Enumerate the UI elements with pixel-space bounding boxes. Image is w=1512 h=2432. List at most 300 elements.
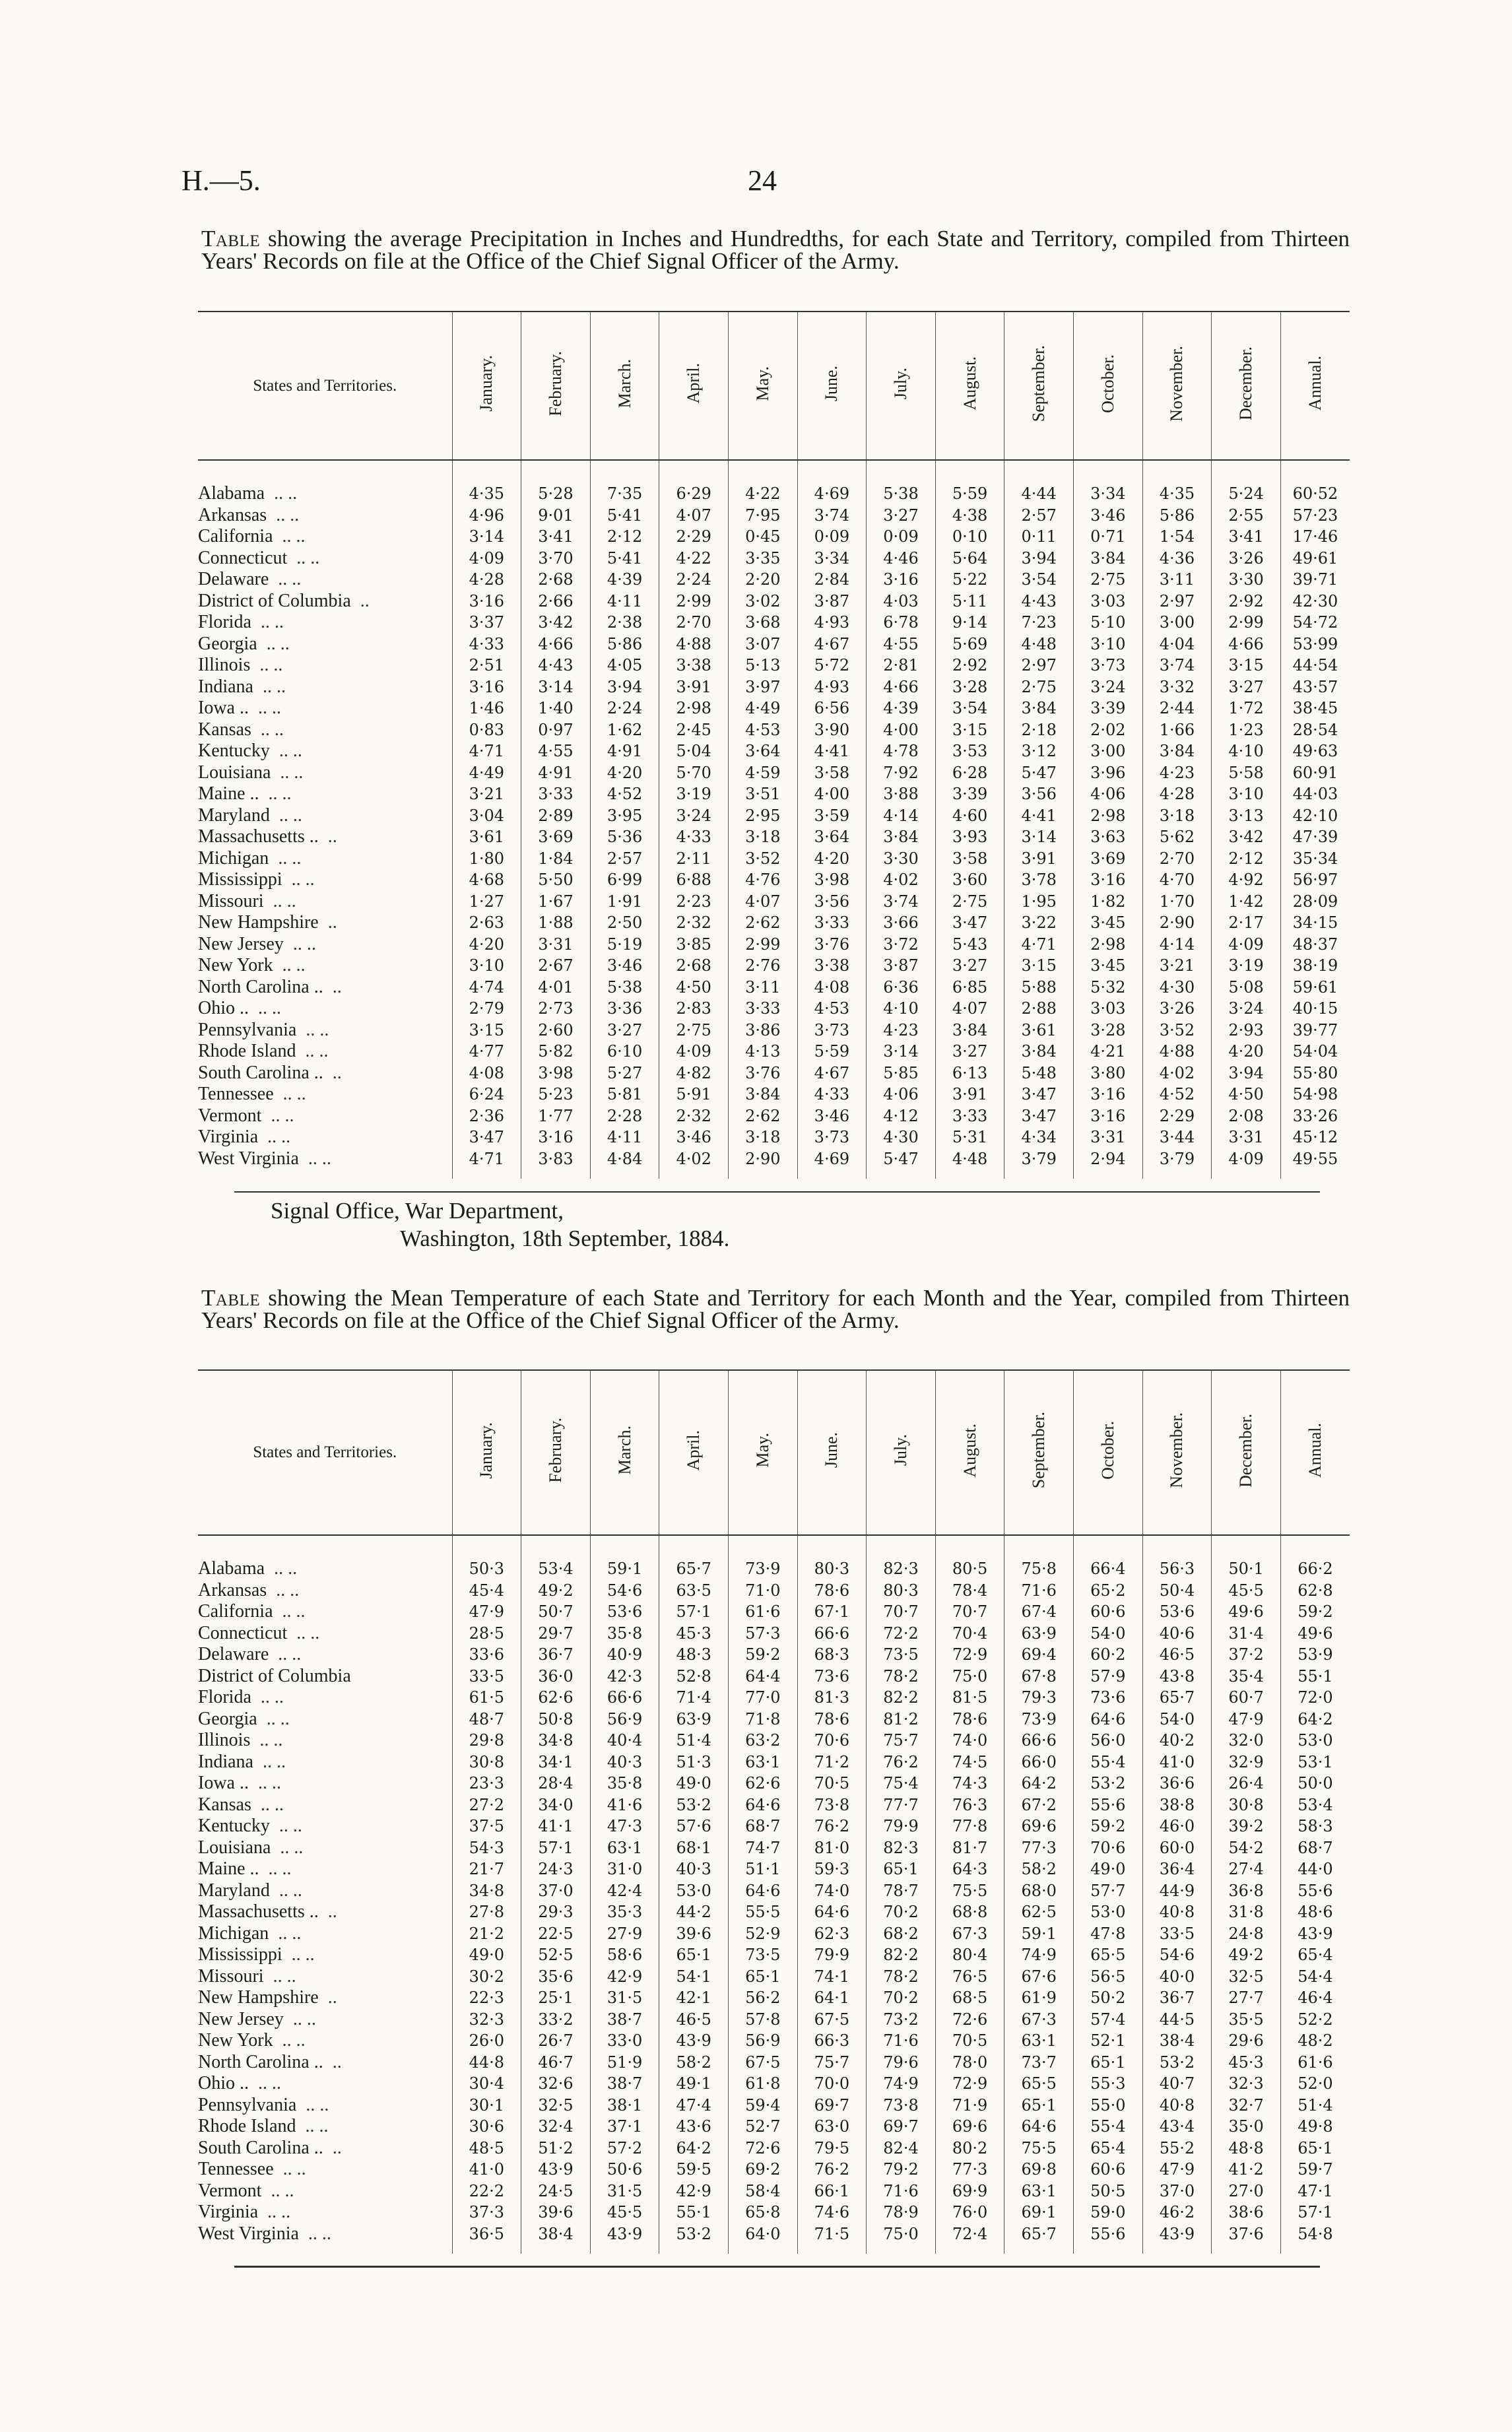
value-cell: 3·72 (867, 934, 936, 956)
value-cell: 4·02 (659, 1148, 729, 1179)
value-cell: 3·90 (797, 719, 867, 741)
value-cell: 7·92 (867, 762, 936, 784)
value-cell: 22·3 (452, 1987, 521, 2009)
value-cell: 2·70 (659, 612, 729, 634)
value-cell: 57·7 (1074, 1880, 1143, 1902)
value-cell: 50·6 (590, 2159, 659, 2181)
value-cell: 3·58 (797, 762, 867, 784)
value-cell: 71·6 (867, 2030, 936, 2052)
value-cell: 73·8 (867, 2095, 936, 2117)
table-row (198, 848, 1350, 870)
value-cell: 2·57 (590, 848, 659, 870)
value-cell: 1·42 (1212, 891, 1281, 913)
value-cell: 35·34 (1280, 848, 1350, 870)
value-cell: 6·36 (867, 977, 936, 999)
value-cell: 3·27 (1212, 676, 1281, 698)
value-cell: 2·90 (1142, 912, 1212, 934)
value-cell: 2·51 (452, 655, 521, 676)
value-cell: 6·78 (867, 612, 936, 634)
value-cell: 4·10 (867, 998, 936, 1020)
value-cell: 64·6 (797, 1901, 867, 1923)
table-row (198, 1041, 1350, 1063)
value-cell: 40·8 (1142, 2095, 1212, 2117)
value-cell: 57·6 (659, 1816, 729, 1837)
table-row (198, 2223, 1350, 2254)
value-cell: 61·8 (728, 2073, 797, 2095)
value-cell: 53·2 (1142, 2052, 1212, 2074)
value-cell: 4·28 (1142, 783, 1212, 805)
value-cell: 33·2 (521, 2009, 591, 2031)
leader-dots: .. .. (282, 526, 306, 546)
state-name-cell (198, 934, 452, 956)
value-cell: 48·7 (452, 1709, 521, 1730)
value-cell: 59·61 (1280, 977, 1350, 999)
table-row (198, 740, 1350, 762)
value-cell: 4·13 (728, 1041, 797, 1063)
value-cell: 3·91 (659, 676, 729, 698)
state-name-cell (198, 1084, 452, 1105)
leader-gap (282, 869, 292, 890)
value-cell: 73·5 (728, 1944, 797, 1966)
value-cell: 3·15 (935, 719, 1004, 741)
value-cell: 30·4 (452, 2073, 521, 2095)
table-row (198, 526, 1350, 548)
value-cell: 53·1 (1280, 1752, 1350, 1773)
value-cell: 4·06 (867, 1084, 936, 1105)
value-cell: 71·9 (935, 2095, 1004, 2117)
value-cell: 6·85 (935, 977, 1004, 999)
value-cell: 2·45 (659, 719, 729, 741)
state-name: Kentucky (198, 740, 270, 761)
value-cell: 4·14 (1142, 934, 1212, 956)
value-cell: 3·54 (935, 698, 1004, 719)
leader-gap (259, 783, 269, 804)
leader-gap (270, 805, 279, 826)
leader-gap (319, 1987, 328, 2008)
table-row (198, 783, 1350, 805)
value-cell: 3·41 (1212, 526, 1281, 548)
value-cell: 44·5 (1142, 2009, 1212, 2031)
value-cell: 66·0 (1004, 1752, 1074, 1773)
state-name-cell (198, 719, 452, 741)
value-cell: 50·7 (521, 1601, 591, 1623)
value-cell: 45·5 (590, 2202, 659, 2223)
value-cell: 65·1 (659, 1944, 729, 1966)
value-cell: 3·73 (797, 1020, 867, 1041)
value-cell: 36·7 (1142, 1987, 1212, 2009)
value-cell: 54·04 (1280, 1041, 1350, 1063)
leader-dots: .. .. (260, 719, 284, 740)
leader-dots: .. .. (305, 1041, 329, 1061)
value-cell: 41·0 (452, 2159, 521, 2181)
value-cell: 4·71 (1004, 934, 1074, 956)
value-cell: 46·5 (1142, 1644, 1212, 1666)
table-row (198, 634, 1350, 655)
value-cell: 69·4 (1004, 1644, 1074, 1666)
value-cell: 73·6 (797, 1666, 867, 1688)
value-cell: 34·1 (521, 1752, 591, 1773)
leader-gap (267, 1580, 276, 1600)
table-row (198, 460, 1350, 505)
value-cell: 4·08 (452, 1063, 521, 1084)
value-cell: 3·27 (590, 1020, 659, 1041)
leader-dots: .. .. (258, 2073, 281, 2093)
value-cell: 53·2 (1074, 1773, 1143, 1794)
value-cell: 3·97 (728, 676, 797, 698)
value-cell: 4·09 (1212, 1148, 1281, 1179)
state-name: Florida (198, 612, 251, 632)
value-cell: 44·8 (452, 2052, 521, 2074)
value-cell: 67·5 (797, 2009, 867, 2031)
value-cell: 36·7 (521, 1644, 591, 1666)
value-cell: 3·31 (1074, 1127, 1143, 1148)
state-name: North Carolina .. (198, 2051, 323, 2072)
value-cell: 26·4 (1212, 1773, 1281, 1794)
leader-gap (251, 719, 261, 740)
value-cell: 67·5 (728, 2052, 797, 2074)
temperature-table (198, 1369, 1350, 2254)
state-name: Iowa .. (198, 698, 249, 718)
value-cell: 78·7 (867, 1880, 936, 1902)
value-cell: 81·5 (935, 1687, 1004, 1709)
table-row (198, 719, 1350, 741)
precipitation-table (198, 311, 1350, 1179)
value-cell: 3·24 (1074, 676, 1143, 698)
leader-dots: .. .. (273, 890, 296, 911)
value-cell: 40·15 (1280, 998, 1350, 1020)
value-cell: 3·16 (1074, 869, 1143, 891)
value-cell: 39·77 (1280, 1020, 1350, 1041)
value-cell: 39·2 (1212, 1816, 1281, 1837)
value-cell: 80·2 (935, 2138, 1004, 2159)
value-cell: 32·5 (1212, 1966, 1281, 1988)
value-cell: 79·9 (867, 1816, 936, 1837)
value-cell: 3·60 (935, 869, 1004, 891)
value-cell: 4·09 (659, 1041, 729, 1063)
table-row (198, 1644, 1350, 1666)
value-cell: 39·71 (1280, 569, 1350, 591)
value-cell: 62·8 (1280, 1580, 1350, 1602)
value-cell: 3·54 (1004, 569, 1074, 591)
value-cell: 79·9 (797, 1944, 867, 1966)
value-cell: 70·2 (867, 1901, 936, 1923)
value-cell: 65·4 (1280, 1944, 1350, 1966)
table-row (198, 1148, 1350, 1179)
value-cell: 59·1 (1004, 1923, 1074, 1945)
column-header-month (1212, 312, 1281, 460)
value-cell: 67·3 (1004, 2009, 1074, 2031)
leader-dots: .. .. (305, 2116, 329, 2136)
value-cell: 53·2 (659, 1794, 729, 1816)
value-cell: 64·0 (728, 2223, 797, 2254)
leader-dots: .. .. (291, 1944, 315, 1965)
value-cell: 65·1 (1074, 2052, 1143, 2074)
table-row (198, 1944, 1350, 1966)
state-name: Mississippi (198, 1944, 282, 1965)
value-cell: 2·29 (1142, 1105, 1212, 1127)
value-cell: 45·5 (1212, 1580, 1281, 1602)
value-cell: 3·84 (1004, 1041, 1074, 1063)
value-cell: 70·4 (935, 1623, 1004, 1645)
value-cell: 5·04 (659, 740, 729, 762)
state-name-cell (198, 698, 452, 719)
value-cell: 4·41 (1004, 805, 1074, 827)
value-cell: 37·5 (452, 1816, 521, 1837)
value-cell: 67·2 (1004, 1794, 1074, 1816)
leader-dots: .. .. (271, 2180, 294, 2201)
value-cell: 38·4 (1142, 2030, 1212, 2052)
value-cell: 71·0 (728, 1580, 797, 1602)
value-cell: 63·2 (728, 1730, 797, 1752)
state-name: Tennessee (198, 2159, 274, 2179)
value-cell: 58·2 (1004, 1858, 1074, 1880)
value-cell: 6·13 (935, 1063, 1004, 1084)
column-header-month (1004, 1370, 1074, 1535)
leader-dots: .. .. (291, 869, 315, 890)
value-cell: 3·11 (1142, 569, 1212, 591)
value-cell: 52·8 (659, 1666, 729, 1688)
value-cell: 3·28 (1074, 1020, 1143, 1041)
value-cell: 79·3 (1004, 1687, 1074, 1709)
value-cell: 2·83 (659, 998, 729, 1020)
value-cell: 2·08 (1212, 1105, 1281, 1127)
value-cell: 64·2 (1004, 1773, 1074, 1794)
value-cell: 1·66 (1142, 719, 1212, 741)
state-name-cell (198, 1644, 452, 1666)
value-cell: 3·85 (659, 934, 729, 956)
state-name: Virginia (198, 2202, 259, 2222)
value-cell: 4·74 (452, 977, 521, 999)
value-cell: 3·33 (935, 1105, 1004, 1127)
value-cell: 64·6 (728, 1880, 797, 1902)
leader-gap (296, 1020, 306, 1040)
value-cell: 2·11 (659, 848, 729, 870)
leader-dots: .. .. (276, 1579, 300, 1600)
state-name-cell (198, 1148, 452, 1179)
value-cell: 2·70 (1142, 848, 1212, 870)
state-name-cell (198, 505, 452, 527)
value-cell: 44·2 (659, 1901, 729, 1923)
value-cell: 3·14 (867, 1041, 936, 1063)
value-cell: 48·3 (659, 1644, 729, 1666)
value-cell: 49·2 (1212, 1944, 1281, 1966)
value-cell: 27·2 (452, 1794, 521, 1816)
value-cell: 3·27 (867, 505, 936, 527)
leader-gap (251, 1794, 261, 1815)
caption-lead: Table (201, 226, 261, 251)
value-cell: 73·7 (1004, 2052, 1074, 2074)
leader-gap (284, 934, 293, 954)
value-cell: 70·7 (935, 1601, 1004, 1623)
value-cell: 54·98 (1280, 1084, 1350, 1105)
value-cell: 3·84 (867, 826, 936, 848)
leader-gap (284, 2009, 293, 2029)
column-header-label: November. (1167, 1412, 1187, 1488)
value-cell: 55·3 (1074, 2073, 1143, 2095)
value-cell: 5·82 (521, 1041, 591, 1063)
value-cell: 4·02 (867, 869, 936, 891)
value-cell: 33·26 (1280, 1105, 1350, 1127)
state-name: District of Columbia (198, 1665, 351, 1686)
value-cell: 33·5 (1142, 1923, 1212, 1945)
table-row (198, 676, 1350, 698)
value-cell: 70·5 (935, 2030, 1004, 2052)
value-cell: 3·64 (797, 826, 867, 848)
value-cell: 45·3 (659, 1623, 729, 1645)
leader-dots: .. .. (306, 2094, 329, 2115)
state-name-cell (198, 591, 452, 612)
state-name-cell (198, 783, 452, 805)
value-cell: 5·27 (590, 1063, 659, 1084)
value-cell: 4·10 (1212, 740, 1281, 762)
value-cell: 5·48 (1004, 1063, 1074, 1084)
leader-gap (351, 1666, 360, 1686)
value-cell: 5·43 (935, 934, 1004, 956)
value-cell: 4·46 (867, 548, 936, 570)
value-cell: 69·8 (1004, 2159, 1074, 2181)
state-name: Michigan (198, 1923, 269, 1944)
value-cell: 2·55 (1212, 505, 1281, 527)
value-cell: 64·2 (659, 2138, 729, 2159)
value-cell: 32·5 (521, 2095, 591, 2117)
value-cell: 28·09 (1280, 891, 1350, 913)
state-name-cell (198, 2181, 452, 2202)
value-cell: 70·7 (867, 1601, 936, 1623)
value-cell: 76·2 (797, 2159, 867, 2181)
value-cell: 2·20 (728, 569, 797, 591)
value-cell: 47·1 (1280, 2181, 1350, 2202)
value-cell: 37·1 (590, 2116, 659, 2138)
value-cell: 2·89 (521, 805, 591, 827)
value-cell: 4·43 (1004, 591, 1074, 612)
value-cell: 3·28 (935, 676, 1004, 698)
value-cell: 1·95 (1004, 891, 1074, 913)
value-cell: 2·24 (659, 569, 729, 591)
column-header-month (935, 1370, 1004, 1535)
value-cell: 4·68 (452, 869, 521, 891)
value-cell: 32·3 (1212, 2073, 1281, 2095)
value-cell: 3·30 (1212, 569, 1281, 591)
value-cell: 4·38 (935, 505, 1004, 527)
value-cell: 35·0 (1212, 2116, 1281, 2138)
value-cell: 60·0 (1142, 1837, 1212, 1859)
leader-dots: .. .. (257, 1773, 281, 1793)
column-header-month (1004, 312, 1074, 460)
value-cell: 2·76 (728, 955, 797, 977)
value-cell: 5·72 (797, 655, 867, 676)
value-cell: 44·9 (1142, 1880, 1212, 1902)
state-name-cell (198, 2223, 452, 2254)
value-cell: 4·20 (1212, 1041, 1281, 1063)
value-cell: 29·7 (521, 1623, 591, 1645)
value-cell: 0·09 (867, 526, 936, 548)
leader-dots: .. (332, 2051, 342, 2072)
value-cell: 32·9 (1212, 1752, 1281, 1773)
value-cell: 44·0 (1280, 1858, 1350, 1880)
state-name-cell (198, 1858, 452, 1880)
value-cell: 80·4 (935, 1944, 1004, 1966)
value-cell: 53·0 (659, 1880, 729, 1902)
value-cell: 2·94 (1074, 1148, 1143, 1179)
value-cell: 67·6 (1004, 1966, 1074, 1988)
value-cell: 50·3 (452, 1535, 521, 1580)
value-cell: 3·07 (728, 634, 797, 655)
value-cell: 65·2 (1074, 1580, 1143, 1602)
table-row (198, 1580, 1350, 1602)
table-row (198, 762, 1350, 784)
value-cell: 60·6 (1074, 2159, 1143, 2181)
column-header-month (590, 1370, 659, 1535)
value-cell: 64·6 (1074, 1709, 1143, 1730)
value-cell: 4·33 (452, 634, 521, 655)
value-cell: 3·58 (935, 848, 1004, 870)
value-cell: 71·4 (659, 1687, 729, 1709)
value-cell: 3·69 (521, 826, 591, 848)
value-cell: 5·32 (1074, 977, 1143, 999)
state-name-cell (198, 826, 452, 848)
column-header-month (797, 1370, 867, 1535)
value-cell: 56·97 (1280, 869, 1350, 891)
leader-dots: .. .. (296, 1622, 320, 1643)
leader-dots: .. .. (274, 483, 298, 504)
leader-gap (261, 2181, 271, 2201)
value-cell: 81·3 (797, 1687, 867, 1709)
value-cell: 3·87 (797, 591, 867, 612)
state-name-cell (198, 977, 452, 999)
leader-dots: .. (327, 1987, 337, 2008)
value-cell: 70·5 (797, 1773, 867, 1794)
value-cell: 31·5 (590, 1987, 659, 2009)
column-header-states: States and Territories. (198, 312, 452, 460)
value-cell: 4·30 (1142, 977, 1212, 999)
value-cell: 4·33 (797, 1084, 867, 1105)
table-row (198, 2009, 1350, 2031)
value-cell: 57·2 (590, 2138, 659, 2159)
value-cell: 68·3 (797, 1644, 867, 1666)
value-cell: 59·5 (659, 2159, 729, 2181)
value-cell: 3·76 (797, 934, 867, 956)
value-cell: 4·53 (797, 998, 867, 1020)
value-cell: 21·2 (452, 1923, 521, 1945)
value-cell: 3·27 (935, 1041, 1004, 1063)
state-name-cell (198, 1687, 452, 1709)
value-cell: 27·0 (1212, 2181, 1281, 2202)
state-name-cell (198, 548, 452, 570)
state-name-cell (198, 1752, 452, 1773)
value-cell: 63·9 (1004, 1623, 1074, 1645)
value-cell: 4·88 (659, 634, 729, 655)
table-row (198, 1687, 1350, 1709)
value-cell: 72·4 (935, 2223, 1004, 2254)
table-row (198, 1752, 1350, 1773)
value-cell: 3·68 (728, 612, 797, 634)
state-name-cell (198, 740, 452, 762)
leader-gap (296, 1041, 306, 1061)
column-header-label: April. (684, 1430, 704, 1471)
table-row (198, 1730, 1350, 1752)
value-cell: 4·67 (797, 634, 867, 655)
value-cell: 3·91 (935, 1084, 1004, 1105)
value-cell: 3·31 (1212, 1127, 1281, 1148)
value-cell: 40·7 (1142, 2073, 1212, 2095)
value-cell: 56·3 (1142, 1535, 1212, 1580)
value-cell: 3·37 (452, 612, 521, 634)
value-cell: 63·1 (1004, 2030, 1074, 2052)
value-cell: 80·3 (797, 1535, 867, 1580)
value-cell: 40·2 (1142, 1730, 1212, 1752)
value-cell: 2·99 (1212, 612, 1281, 634)
value-cell: 69·7 (867, 2116, 936, 2138)
